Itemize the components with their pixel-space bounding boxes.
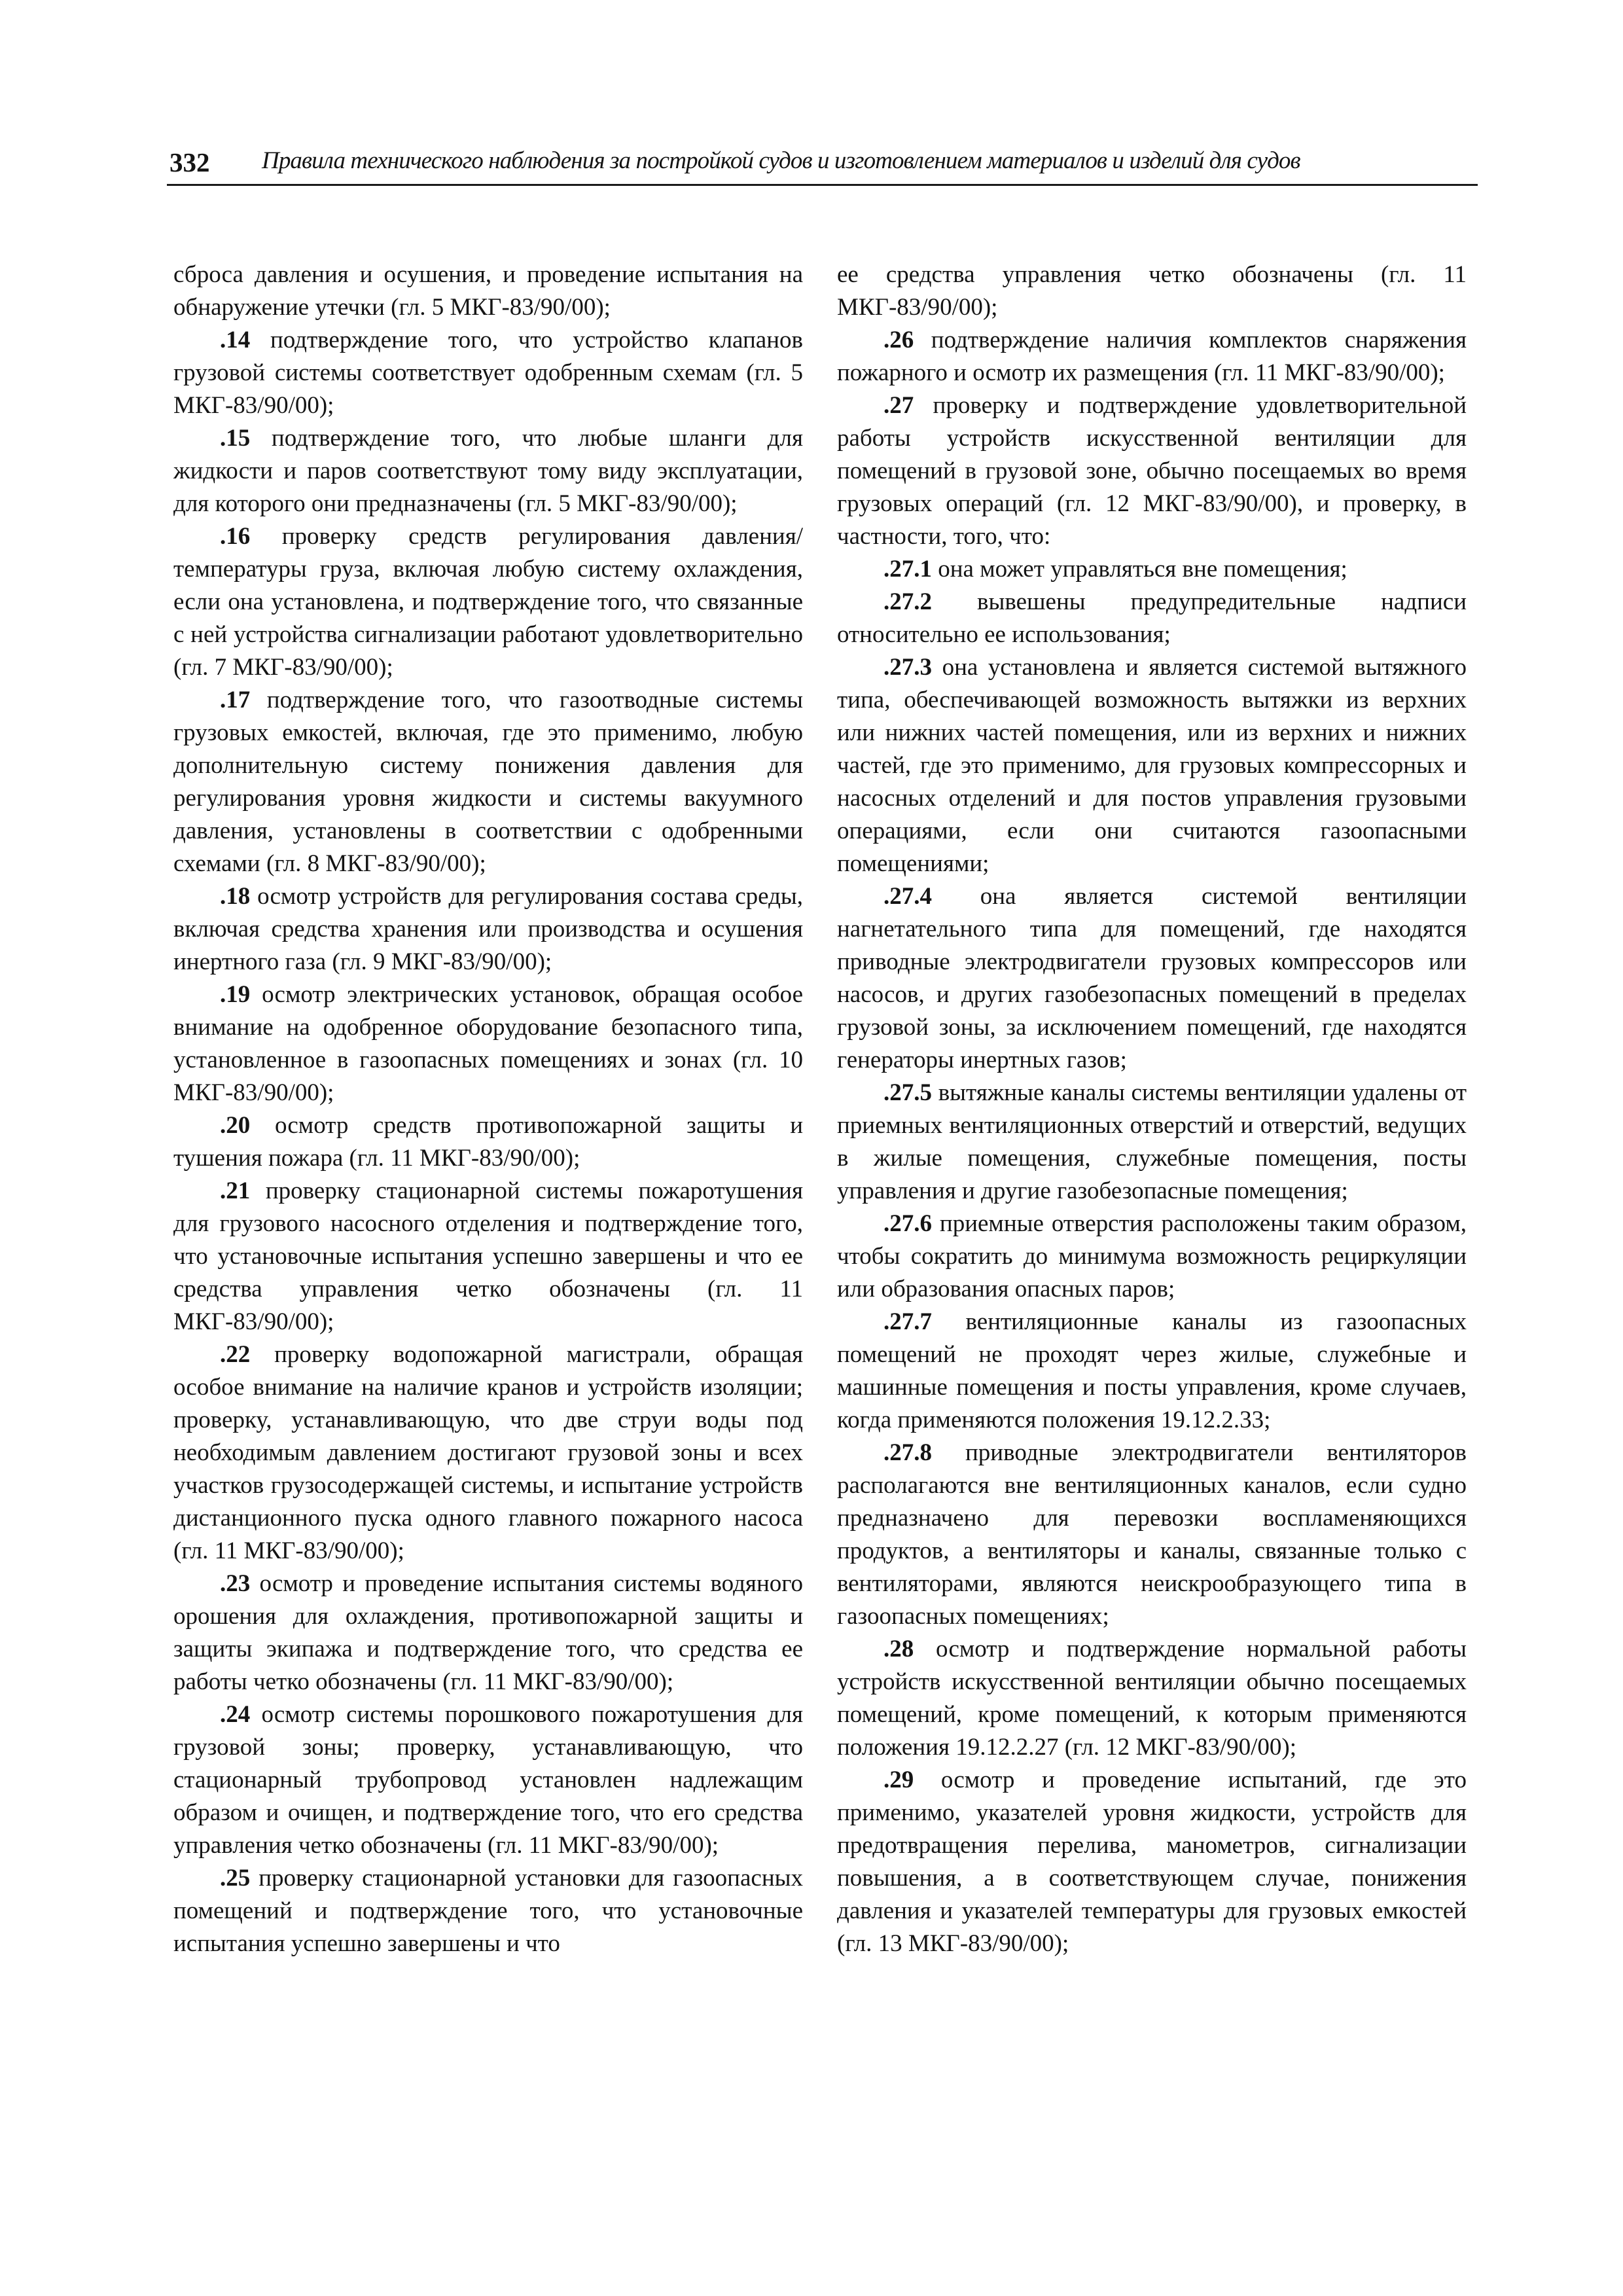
paragraph	[173, 684, 803, 880]
paragraph-text: она установлена и является системой вытяжного типа, обеспечивающей возможность вытяжки из верхних или нижних частей помещения, или из верхних и нижних частей, где это применимо, для грузовых компрессорных и насосных отделений и для постов управления грузовыми операциями, если они считаются газоопасными помещениями;	[837, 654, 1467, 877]
paragraph	[173, 259, 803, 324]
paragraph	[173, 880, 803, 978]
paragraph-text: подтверждение наличия комплектов снаряжения пожарного и осмотр их размещения (гл. 11 МКГ-83/90/00);	[837, 327, 1467, 386]
paragraph	[173, 1109, 803, 1175]
paragraph-text: осмотр системы порошкового пожаротушения для грузовой зоны; проверку, устанавливающую, что стационарный трубопровод установлен надлежащим образом и очищен, и подтверждение того, что его средства управления четко обозначены (гл. 11 МКГ-83/90/00);	[173, 1701, 803, 1859]
paragraph	[173, 1862, 803, 1960]
item-number: .27.4	[883, 883, 932, 910]
item-number: .17	[220, 687, 251, 713]
item-number: .24	[220, 1701, 251, 1728]
paragraph-text: проверку стационарной системы пожаротушения для грузового насосного отделения и подтверждение того, что установочные испытания успешно завершены и что ее средства управления четко обозначены (гл. 11 МКГ-83/90/00);	[173, 1177, 803, 1335]
paragraph	[837, 1437, 1467, 1633]
item-number: .16	[220, 523, 251, 550]
item-number: .27.7	[883, 1308, 932, 1335]
item-number: .27.2	[883, 588, 932, 615]
item-number: .23	[220, 1570, 251, 1597]
paragraph	[837, 1208, 1467, 1306]
item-number: .27.6	[883, 1210, 932, 1237]
page-header	[167, 143, 1478, 186]
paragraph	[837, 389, 1467, 553]
paragraph-text: осмотр электрических установок, обращая особое внимание на одобренное оборудование безопасного типа, установленное в газоопасных помещениях и зонах (гл. 10 МКГ-83/90/00);	[173, 981, 803, 1106]
paragraph-text: она может управляться вне помещения;	[932, 556, 1347, 583]
paragraph	[173, 422, 803, 520]
item-number: .25	[220, 1865, 251, 1892]
paragraph-text: проверку водопожарной магистрали, обращая особое внимание на наличие кранов и устройств изоляции; проверку, устанавливающую, что две струи воды под необходимым давлением достигают грузовой зоны и всех участков грузосодержащей системы, и испытание устройств дистанционного пуска одного главного пожарного насоса (гл. 11 МКГ-83/90/00);	[173, 1341, 803, 1564]
item-number: .27.5	[883, 1079, 932, 1106]
left-column	[173, 259, 803, 1960]
paragraph-text: подтверждение того, что газоотводные системы грузовых емкостей, включая, где это применимо, любую дополнительную систему понижения давления для регулирования уровня жидкости и системы вакуумного давления, установлены в соответствии с одобренными схемами (гл. 8 МКГ-83/90/00);	[173, 687, 803, 877]
paragraph	[173, 520, 803, 684]
item-number: .14	[220, 327, 251, 353]
item-number: .22	[220, 1341, 251, 1368]
paragraph-text: приводные электродвигатели вентиляторов располагаются вне вентиляционных каналов, если судно предназначено для перевозки воспламеняющихся продуктов, а вентиляторы и каналы, связанные только с вентиляторами, являются неискрообразующего типа в газоопасных помещениях;	[837, 1439, 1467, 1630]
paragraph	[837, 553, 1467, 586]
paragraph-text: подтверждение того, что любые шланги для жидкости и паров соответствуют тому виду эксплуатации, для которого они предназначены (гл. 5 МКГ-83/90/00);	[173, 425, 803, 517]
paragraph-text: она является системой вентиляции нагнетательного типа для помещений, где находятся приводные электродвигатели грузовых компрессоров или насосов, и других газобезопасных помещений в пределах грузовой зоны, за исключением помещений, где находятся генераторы инертных газов;	[837, 883, 1467, 1073]
paragraph-text: вытяжные каналы системы вентиляции удалены от приемных вентиляционных отверстий и отверстий, ведущих в жилые помещения, служебные помещения, посты управления и другие газобезопасные помещения;	[837, 1079, 1467, 1204]
right-column	[837, 259, 1467, 1960]
paragraph	[837, 1764, 1467, 1960]
paragraph-text: проверку и подтверждение удовлетворительной работы устройств искусственной вентиляции для помещений в грузовой зоне, обычно посещаемых во время грузовых операций (гл. 12 МКГ-83/90/00), и проверку, в частности, того, что:	[837, 392, 1467, 550]
item-number: .27.8	[883, 1439, 932, 1466]
paragraph-text: подтверждение того, что устройство клапанов грузовой системы соответствует одобренным схемам (гл. 5 МКГ-83/90/00);	[173, 327, 803, 419]
paragraph-text: осмотр устройств для регулирования состава среды, включая средства хранения или производства и осушения инертного газа (гл. 9 МКГ-83/90/00);	[173, 883, 803, 975]
paragraph-text: ее средства управления четко обозначены (гл. 11 МКГ-83/90/00);	[837, 261, 1467, 321]
item-number: .27.3	[883, 654, 932, 681]
paragraph-text: проверку стационарной установки для газоопасных помещений и подтверждение того, что установочные испытания успешно завершены и что	[173, 1865, 803, 1957]
paragraph	[837, 1633, 1467, 1764]
item-number: .27.1	[883, 556, 932, 583]
paragraph-text: осмотр и подтверждение нормальной работы устройств искусственной вентиляции обычно посещаемых помещений, кроме помещений, к которым применяются положения 19.12.2.27 (гл. 12 МКГ-83/90/00);	[837, 1636, 1467, 1761]
paragraph	[173, 978, 803, 1109]
paragraph	[837, 880, 1467, 1077]
item-number: .27	[883, 392, 914, 419]
item-number: .18	[220, 883, 251, 910]
paragraph-text: проверку средств регулирования давления/температуры груза, включая любую систему охлаждения, если она установлена, и подтверждение того, что связанные с ней устройства сигнализации работают удовлетворительно (гл. 7 МКГ-83/90/00);	[173, 523, 803, 681]
paragraph	[837, 1077, 1467, 1208]
paragraph	[173, 1338, 803, 1568]
item-number: .15	[220, 425, 251, 452]
paragraph-text: приемные отверстия расположены таким образом, чтобы сократить до минимума возможность рециркуляции или образования опасных паров;	[837, 1210, 1467, 1302]
item-number: .21	[220, 1177, 251, 1204]
item-number: .28	[883, 1636, 914, 1662]
paragraph	[837, 324, 1467, 389]
paragraph	[173, 324, 803, 422]
paragraph-text: осмотр средств противопожарной защиты и тушения пожара (гл. 11 МКГ-83/90/00);	[173, 1112, 803, 1172]
page-number: 332	[169, 147, 210, 177]
item-number: .20	[220, 1112, 251, 1139]
paragraph	[173, 1568, 803, 1698]
running-title: Правила технического наблюдения за постройкой судов и изготовлением материалов и изделий для судов	[262, 147, 1300, 174]
paragraph	[837, 259, 1467, 324]
paragraph	[837, 586, 1467, 651]
item-number: .26	[883, 327, 914, 353]
paragraph-text: сброса давления и осушения, и проведение испытания на обнаружение утечки (гл. 5 МКГ-83/90/00);	[173, 261, 803, 321]
item-number: .29	[883, 1767, 914, 1793]
item-number: .19	[220, 981, 251, 1008]
paragraph-text: осмотр и проведение испытаний, где это применимо, указателей уровня жидкости, устройств для предотвращения перелива, манометров, сигнализации повышения, а в соответствующем случае, понижения давления и указателей температуры для грузовых емкостей (гл. 13 МКГ-83/90/00);	[837, 1767, 1467, 1957]
paragraph-text: вентиляционные каналы из газоопасных помещений не проходят через жилые, служебные и машинные помещения и посты управления, кроме случаев, когда применяются положения 19.12.2.33;	[837, 1308, 1467, 1433]
paragraph	[837, 651, 1467, 880]
paragraph	[837, 1306, 1467, 1437]
paragraph-text: осмотр и проведение испытания системы водяного орошения для охлаждения, противопожарной защиты и защиты экипажа и подтверждение того, что средства ее работы четко обозначены (гл. 11 МКГ-83/90/00);	[173, 1570, 803, 1695]
paragraph-text: вывешены предупредительные надписи относительно ее использования;	[837, 588, 1467, 648]
paragraph	[173, 1175, 803, 1338]
paragraph	[173, 1698, 803, 1862]
